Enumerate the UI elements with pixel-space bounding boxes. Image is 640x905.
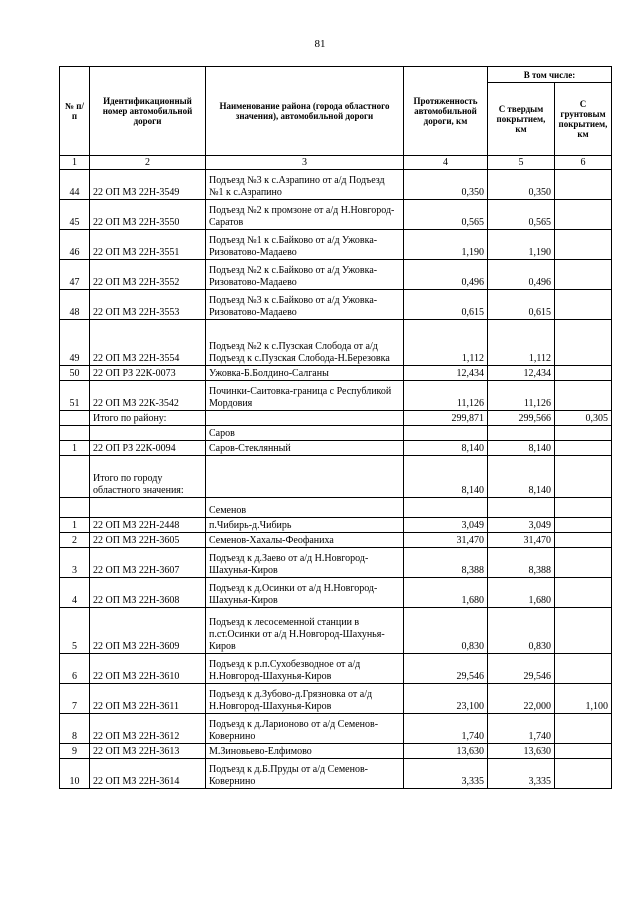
total-soil-surface (555, 456, 612, 498)
road-id: 22 ОП МЗ 22Н-3554 (90, 320, 206, 366)
table-row (60, 320, 612, 366)
table-row (60, 200, 612, 230)
road-length: 1,112 (404, 320, 488, 366)
hard-surface-length: 0,496 (488, 260, 555, 290)
soil-surface-length: 1,100 (555, 684, 612, 714)
road-id: 22 ОП МЗ 22Н-3605 (90, 533, 206, 548)
road-name: Подъезд к д.Зубово-д.Грязновка от а/д Н.Новгород-Шахунья-Киров (206, 684, 404, 714)
road-id: 22 ОП МЗ 22Н-2448 (90, 518, 206, 533)
table-row (60, 230, 612, 260)
hard-surface-length: 22,000 (488, 684, 555, 714)
table-row (60, 578, 612, 608)
section-row (60, 426, 612, 441)
road-id: 22 ОП МЗ 22Н-3608 (90, 578, 206, 608)
soil-surface-length (555, 170, 612, 200)
column-number: 2 (90, 156, 206, 170)
hard-surface-length: 1,680 (488, 578, 555, 608)
row-number: 1 (60, 518, 90, 533)
road-length: 1,680 (404, 578, 488, 608)
hard-surface-length: 1,740 (488, 714, 555, 744)
road-length: 8,140 (404, 441, 488, 456)
empty-cell (206, 411, 404, 426)
road-id: 22 ОП РЗ 22К-0094 (90, 441, 206, 456)
column-numbers-row (60, 156, 612, 170)
table-row (60, 381, 612, 411)
row-number: 3 (60, 548, 90, 578)
road-name: Подъезд №2 к промзоне от а/д Н.Новгород-Саратов (206, 200, 404, 230)
hard-surface-length: 3,049 (488, 518, 555, 533)
table-row (60, 744, 612, 759)
total-hard-surface: 8,140 (488, 456, 555, 498)
total-soil-surface: 0,305 (555, 411, 612, 426)
road-id: 22 ОП МЗ 22Н-3551 (90, 230, 206, 260)
hard-surface-length: 0,830 (488, 608, 555, 654)
road-length: 0,565 (404, 200, 488, 230)
soil-surface-length (555, 759, 612, 789)
road-id: 22 ОП МЗ 22Н-3609 (90, 608, 206, 654)
column-number: 3 (206, 156, 404, 170)
road-id: 22 ОП МЗ 22Н-3612 (90, 714, 206, 744)
road-name: Подъезд к д.Заево от а/д Н.Новгород-Шахунья-Киров (206, 548, 404, 578)
total-row (60, 411, 612, 426)
empty-cell (488, 498, 555, 518)
road-length: 3,335 (404, 759, 488, 789)
row-number: 9 (60, 744, 90, 759)
column-number: 4 (404, 156, 488, 170)
soil-surface-length (555, 518, 612, 533)
road-id: 22 ОП МЗ 22Н-3607 (90, 548, 206, 578)
total-label: Итого по городу областного значения: (90, 456, 206, 498)
header-length: Протяженность автомобильной дороги, км (404, 67, 488, 156)
road-id: 22 ОП МЗ 22К-3542 (90, 381, 206, 411)
road-name: М.Зиновьево-Елфимово (206, 744, 404, 759)
column-number: 6 (555, 156, 612, 170)
soil-surface-length (555, 578, 612, 608)
header-soil-surface: С грунтовым покрытием, км (555, 83, 612, 156)
row-number: 46 (60, 230, 90, 260)
road-id: 22 ОП МЗ 22Н-3552 (90, 260, 206, 290)
row-number: 2 (60, 533, 90, 548)
empty-cell (60, 426, 90, 441)
road-length: 0,615 (404, 290, 488, 320)
road-length: 0,830 (404, 608, 488, 654)
soil-surface-length (555, 230, 612, 260)
soil-surface-length (555, 200, 612, 230)
table-row (60, 290, 612, 320)
empty-cell (404, 498, 488, 518)
row-number: 4 (60, 578, 90, 608)
empty-cell (206, 456, 404, 498)
total-length: 8,140 (404, 456, 488, 498)
soil-surface-length (555, 381, 612, 411)
row-number: 47 (60, 260, 90, 290)
road-name: Подъезд к лесосеменной станции в п.ст.Осинки от а/д Н.Новгород-Шахунья-Киров (206, 608, 404, 654)
road-name: Подъезд №2 к с.Байково от а/д Ужовка-Ризоватово-Мадаево (206, 260, 404, 290)
road-length: 1,740 (404, 714, 488, 744)
empty-cell (90, 498, 206, 518)
road-length: 31,470 (404, 533, 488, 548)
hard-surface-length: 12,434 (488, 366, 555, 381)
table-row (60, 533, 612, 548)
total-row (60, 456, 612, 498)
road-length: 1,190 (404, 230, 488, 260)
road-length: 0,496 (404, 260, 488, 290)
row-number: 48 (60, 290, 90, 320)
road-name: Подъезд к д.Ларионово от а/д Семенов-Ковернино (206, 714, 404, 744)
road-id: 22 ОП МЗ 22Н-3550 (90, 200, 206, 230)
soil-surface-length (555, 290, 612, 320)
total-label: Итого по району: (90, 411, 206, 426)
road-id: 22 ОП МЗ 22Н-3614 (90, 759, 206, 789)
empty-cell (60, 411, 90, 426)
empty-cell (60, 498, 90, 518)
section-title: Семенов (206, 498, 404, 518)
road-id: 22 ОП МЗ 22Н-3610 (90, 654, 206, 684)
road-name: Семенов-Хахалы-Феофаниха (206, 533, 404, 548)
hard-surface-length: 31,470 (488, 533, 555, 548)
empty-cell (60, 456, 90, 498)
row-number: 44 (60, 170, 90, 200)
row-number: 5 (60, 608, 90, 654)
road-name: Подъезд к р.п.Сухобезводное от а/д Н.Новгород-Шахунья-Киров (206, 654, 404, 684)
hard-surface-length: 3,335 (488, 759, 555, 789)
empty-cell (90, 426, 206, 441)
road-id: 22 ОП РЗ 22К-0073 (90, 366, 206, 381)
road-id: 22 ОП МЗ 22Н-3553 (90, 290, 206, 320)
row-number: 10 (60, 759, 90, 789)
soil-surface-length (555, 548, 612, 578)
table-row (60, 759, 612, 789)
row-number: 7 (60, 684, 90, 714)
empty-cell (555, 426, 612, 441)
table-row (60, 714, 612, 744)
empty-cell (404, 426, 488, 441)
empty-cell (555, 498, 612, 518)
table-row (60, 170, 612, 200)
soil-surface-length (555, 714, 612, 744)
section-title: Саров (206, 426, 404, 441)
section-row (60, 498, 612, 518)
header-including: В том числе: (488, 67, 612, 83)
row-number: 6 (60, 654, 90, 684)
road-length: 12,434 (404, 366, 488, 381)
row-number: 50 (60, 366, 90, 381)
header-road-name: Наименование района (города областного значения), автомобильной дороги (206, 67, 404, 156)
header-road-id: Идентификационный номер автомобильной дороги (90, 67, 206, 156)
hard-surface-length: 0,350 (488, 170, 555, 200)
header-hard-surface: С твердым покрытием, км (488, 83, 555, 156)
soil-surface-length (555, 654, 612, 684)
road-name: п.Чибирь-д.Чибирь (206, 518, 404, 533)
road-id: 22 ОП МЗ 22Н-3613 (90, 744, 206, 759)
hard-surface-length: 29,546 (488, 654, 555, 684)
road-name: Подъезд №3 к с.Азрапино от а/д Подъезд №1 к с.Азрапино (206, 170, 404, 200)
road-length: 29,546 (404, 654, 488, 684)
table-row (60, 366, 612, 381)
soil-surface-length (555, 744, 612, 759)
soil-surface-length (555, 441, 612, 456)
column-number: 5 (488, 156, 555, 170)
road-length: 0,350 (404, 170, 488, 200)
road-name: Починки-Саитовка-граница с Республикой Мордовия (206, 381, 404, 411)
road-name: Подъезд №2 к с.Пузская Слобода от а/д Подъезд к с.Пузская Слобода-Н.Березовка (206, 320, 404, 366)
road-name: Ужовка-Б.Болдино-Салганы (206, 366, 404, 381)
table-row (60, 654, 612, 684)
road-length: 3,049 (404, 518, 488, 533)
hard-surface-length: 1,190 (488, 230, 555, 260)
road-name: Подъезд №3 к с.Байково от а/д Ужовка-Ризоватово-Мадаево (206, 290, 404, 320)
column-number: 1 (60, 156, 90, 170)
road-length: 8,388 (404, 548, 488, 578)
roads-table (59, 66, 612, 789)
page-number: 81 (314, 38, 326, 50)
hard-surface-length: 11,126 (488, 381, 555, 411)
empty-cell (488, 426, 555, 441)
hard-surface-length: 8,140 (488, 441, 555, 456)
soil-surface-length (555, 320, 612, 366)
hard-surface-length: 0,565 (488, 200, 555, 230)
road-name: Подъезд к д.Осинки от а/д Н.Новгород-Шахунья-Киров (206, 578, 404, 608)
row-number: 51 (60, 381, 90, 411)
road-id: 22 ОП МЗ 22Н-3549 (90, 170, 206, 200)
hard-surface-length: 1,112 (488, 320, 555, 366)
road-length: 23,100 (404, 684, 488, 714)
row-number: 49 (60, 320, 90, 366)
soil-surface-length (555, 608, 612, 654)
road-length: 13,630 (404, 744, 488, 759)
total-length: 299,871 (404, 411, 488, 426)
row-number: 45 (60, 200, 90, 230)
road-name: Саров-Стеклянный (206, 441, 404, 456)
table-row (60, 684, 612, 714)
header-no: № п/п (60, 67, 90, 156)
table-row (60, 518, 612, 533)
hard-surface-length: 13,630 (488, 744, 555, 759)
road-name: Подъезд к д.Б.Пруды от а/д Семенов-Ковернино (206, 759, 404, 789)
soil-surface-length (555, 533, 612, 548)
road-name: Подъезд №1 к с.Байково от а/д Ужовка-Ризоватово-Мадаево (206, 230, 404, 260)
total-hard-surface: 299,566 (488, 411, 555, 426)
table-row (60, 441, 612, 456)
soil-surface-length (555, 260, 612, 290)
table-row (60, 548, 612, 578)
row-number: 1 (60, 441, 90, 456)
road-length: 11,126 (404, 381, 488, 411)
hard-surface-length: 0,615 (488, 290, 555, 320)
table-row (60, 260, 612, 290)
road-id: 22 ОП МЗ 22Н-3611 (90, 684, 206, 714)
row-number: 8 (60, 714, 90, 744)
table-row (60, 608, 612, 654)
soil-surface-length (555, 366, 612, 381)
hard-surface-length: 8,388 (488, 548, 555, 578)
